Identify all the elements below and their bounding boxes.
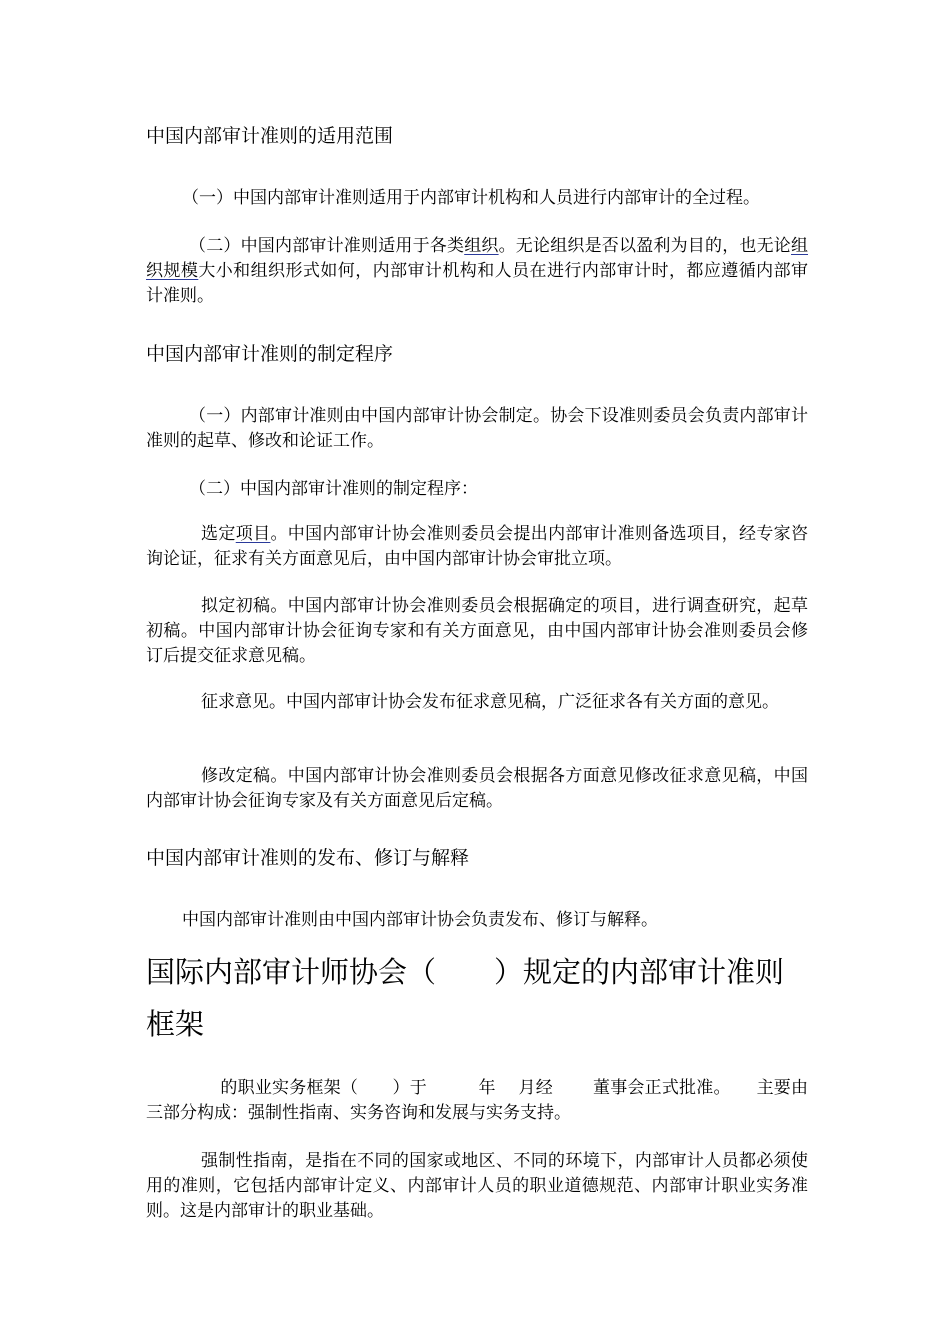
organization-link[interactable]: 组织 xyxy=(464,236,499,256)
procedure-step-draft: 拟定初稿。中国内部审计协会准则委员会根据确定的项目，进行调查研究，起草初稿。中国内部审计协会征询专家和有关方面意见，由中国内部审计协会准则委员会修订后提交征求意见稿。 xyxy=(146,596,808,666)
iia-paragraph-2: 强制性指南，是指在不同的国家或地区、不同的环境下，内部审计人员都必须使用的准则，它包括内部审计定义、内部审计人员的职业道德规范、内部审计职业实务准则。这是内部审计的职业基础。 xyxy=(146,1151,808,1221)
procedure-step-finalize: 修改定稿。中国内部审计协会准则委员会根据各方面意见修改征求意见稿，中国内部审计协会征询专家及有关方面意见后定稿。 xyxy=(146,766,808,811)
scope-paragraph-2 xyxy=(146,234,808,309)
publish-paragraph-1: 中国内部审计准则由中国内部审计协会负责发布、修订与解释。 xyxy=(182,910,658,930)
section-heading-iia: 国际内部审计师协会（ ）规定的内部审计准则框架 xyxy=(146,955,785,1041)
scope-paragraph-2-text-c: 大小和组织形式如何，内部审计机构和人员在进行内部审计时，都应遵循内部审计准则。 xyxy=(146,261,809,306)
section-heading-procedure: 中国内部审计准则的制定程序 xyxy=(146,343,394,365)
procedure-step-comment: 征求意见。中国内部审计协会发布征求意见稿，广泛征求各有关方面的意见。 xyxy=(201,692,779,712)
procedure-step-select xyxy=(146,522,808,572)
section-heading-publish: 中国内部审计准则的发布、修订与解释 xyxy=(146,847,470,869)
procedure-paragraph-2: （二）中国内部审计准则的制定程序： xyxy=(189,479,478,499)
project-link[interactable]: 项目 xyxy=(235,524,271,544)
iia-paragraph-1: 的职业实务框架（ ）于 年 月经 董事会正式批准。 主要由三部分构成：强制性指南、实务咨询和发展与实务支持。 xyxy=(146,1078,808,1123)
scope-paragraph-2-text-b: 。无论组织是否以盈利为目的，也无论 xyxy=(498,236,792,256)
scope-paragraph-2-text-a: （二）中国内部审计准则适用于各类 xyxy=(189,236,465,256)
organization-scale-link[interactable]: 组织规模 xyxy=(146,236,809,281)
procedure-step-select-text-b: 。中国内部审计协会准则委员会提出内部审计准则备选项目，经专家咨询论证，征求有关方面意见后，由中国内部审计协会审批立项。 xyxy=(146,524,809,569)
procedure-paragraph-1: （一）内部审计准则由中国内部审计协会制定。协会下设准则委员会负责内部审计准则的起草、修改和论证工作。 xyxy=(146,406,808,451)
section-heading-scope: 中国内部审计准则的适用范围 xyxy=(146,125,394,147)
procedure-step-select-text-a: 选定 xyxy=(201,524,236,544)
scope-paragraph-1: （一）中国内部审计准则适用于内部审计机构和人员进行内部审计的全过程。 xyxy=(182,188,760,208)
